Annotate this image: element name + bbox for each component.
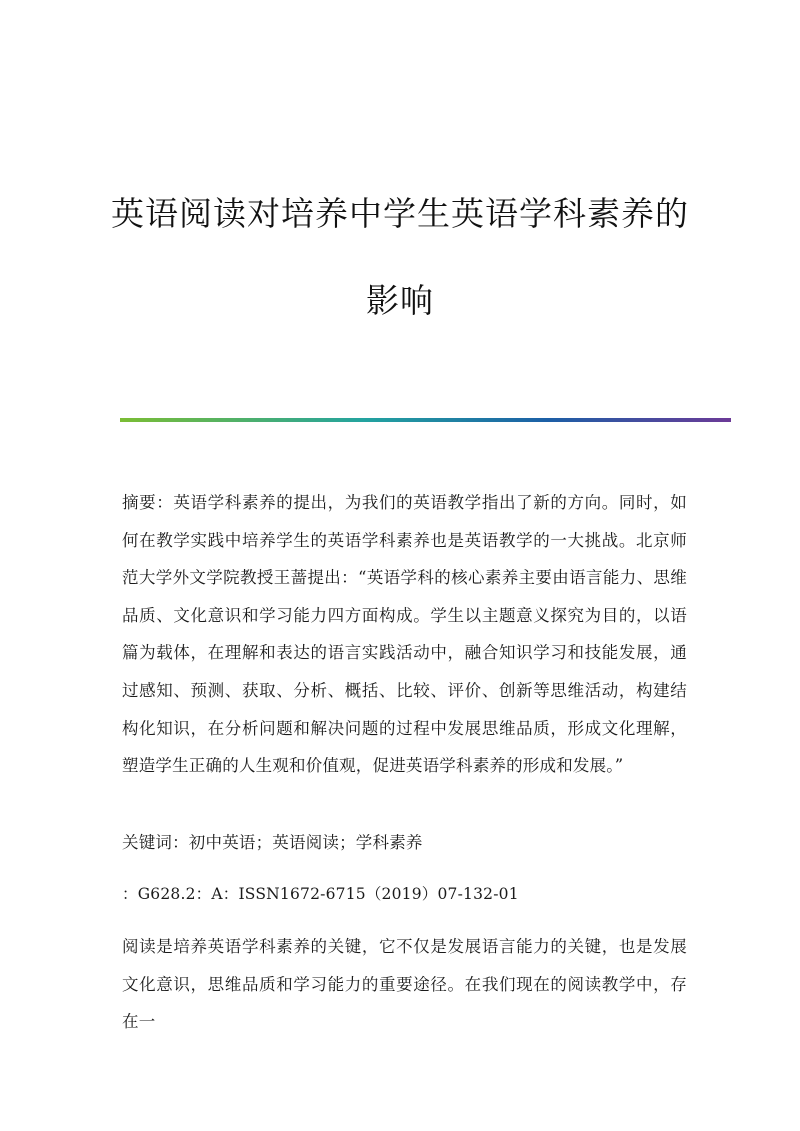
abstract-paragraph: 摘要：英语学科素养的提出，为我们的英语教学指出了新的方向。同时，如何在教学实践中培养学生的英语学科素养也是英语教学的一大挑战。北京师范大学外文学院教授王蔷提出：“英语学科的核心素养主要由语言能力、思维品质、文化意识和学习能力四方面构成。学生以主题意义探究为目的，以语篇为载体，在理解和表达的语言实践活动中，融合知识学习和技能发展，通过感知、预测、获取、分析、概括、比较、评价、创新等思维活动，构建结构化知识，在分析问题和解决问题的过程中发展思维品质，形成文化理解，塑造学生正确的人生观和价值观，促进英语学科素养的形成和发展。” — [122, 493, 687, 776]
title-divider — [120, 418, 731, 422]
classification-line: ：G628.2：A：ISSN1672-6715（2019）07-132-01 — [122, 885, 519, 903]
document-title-line-1: 英语阅读对培养中学生英语学科素养的 — [111, 194, 689, 233]
document-title-line-2: 影响 — [366, 281, 434, 320]
body-paragraph: 阅读是培养英语学科素养的关键，它不仅是发展语言能力的关键，也是发展文化意识，思维品质和学习能力的重要途径。在我们现在的阅读教学中，存在一 — [122, 937, 687, 1032]
keywords-line: 关键词：初中英语；英语阅读；学科素养 — [122, 833, 423, 852]
